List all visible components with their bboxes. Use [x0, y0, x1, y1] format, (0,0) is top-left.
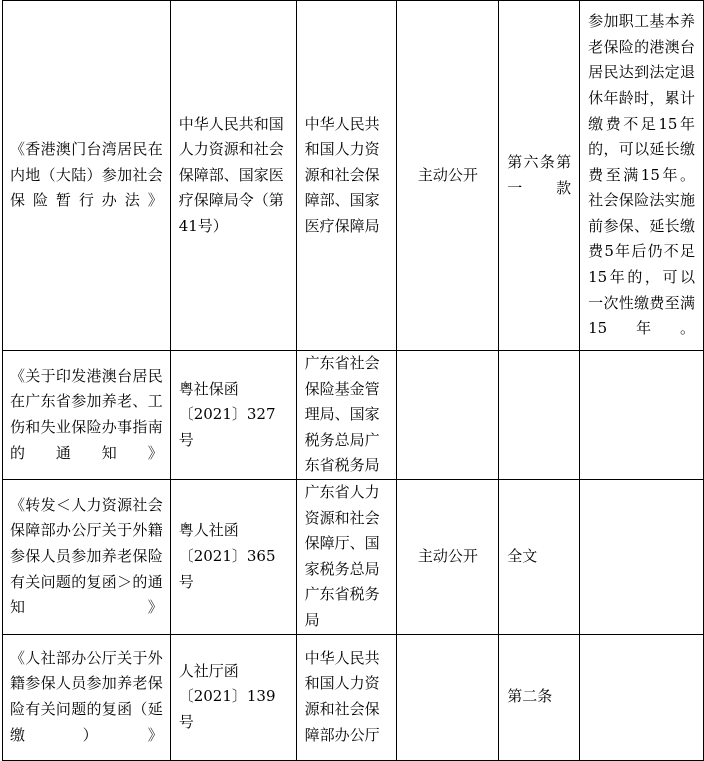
disclosure-type-cell: 主动公开	[397, 1, 499, 351]
clause-cell: 全文	[499, 479, 580, 634]
document-number-cell: 人社厅函〔2021〕139号	[170, 634, 296, 760]
note-cell	[580, 634, 704, 760]
disclosure-type-cell: 主动公开	[397, 479, 499, 634]
issuing-authority-cell: 中华人民共和国人力资源和社会保障部办公厅	[296, 634, 397, 760]
issuing-authority-cell: 中华人民共和国人力资源和社会保障部、国家医疗保障局	[296, 1, 397, 351]
table-row	[3, 634, 704, 760]
policy-title-cell: 《关于印发港澳台居民在广东省参加养老、工伤和失业保险办事指南的通知》	[3, 351, 171, 480]
note-cell	[580, 479, 704, 634]
policy-table	[2, 0, 704, 761]
table-row	[3, 479, 704, 634]
issuing-authority-cell: 广东省人力资源和社会保障厅、国家税务总局广东省税务局	[296, 479, 397, 634]
disclosure-type-cell	[397, 351, 499, 480]
clause-cell	[499, 351, 580, 480]
clause-cell: 第二条	[499, 634, 580, 760]
note-cell: 参加职工基本养老保险的港澳台居民达到法定退休年龄时，累计缴费不足15年的，可以延长缴费至满15年。社会保险法实施前参保、延长缴费5年后仍不足15年的，可以一次性缴费至满15年。	[580, 1, 704, 351]
issuing-authority-cell: 广东省社会保险基金管理局、国家税务总局广东省税务局	[296, 351, 397, 480]
document-number-cell: 粤人社函〔2021〕365号	[170, 479, 296, 634]
table-row	[3, 1, 704, 351]
policy-title-cell: 《香港澳门台湾居民在内地（大陆）参加社会保险暂行办法》	[3, 1, 171, 351]
note-cell	[580, 351, 704, 480]
policy-title-cell: 《转发＜人力资源社会保障部办公厅关于外籍参保人员参加养老保险有关问题的复函＞的通知》	[3, 479, 171, 634]
clause-cell: 第六条第一款	[499, 1, 580, 351]
document-number-cell: 粤社保函〔2021〕327号	[170, 351, 296, 480]
disclosure-type-cell	[397, 634, 499, 760]
document-number-cell: 中华人民共和国人力资源和社会保障部、国家医疗保障局令（第41号）	[170, 1, 296, 351]
table-row	[3, 351, 704, 480]
policy-title-cell: 《人社部办公厅关于外籍参保人员参加养老保险有关问题的复函（延缴）》	[3, 634, 171, 760]
